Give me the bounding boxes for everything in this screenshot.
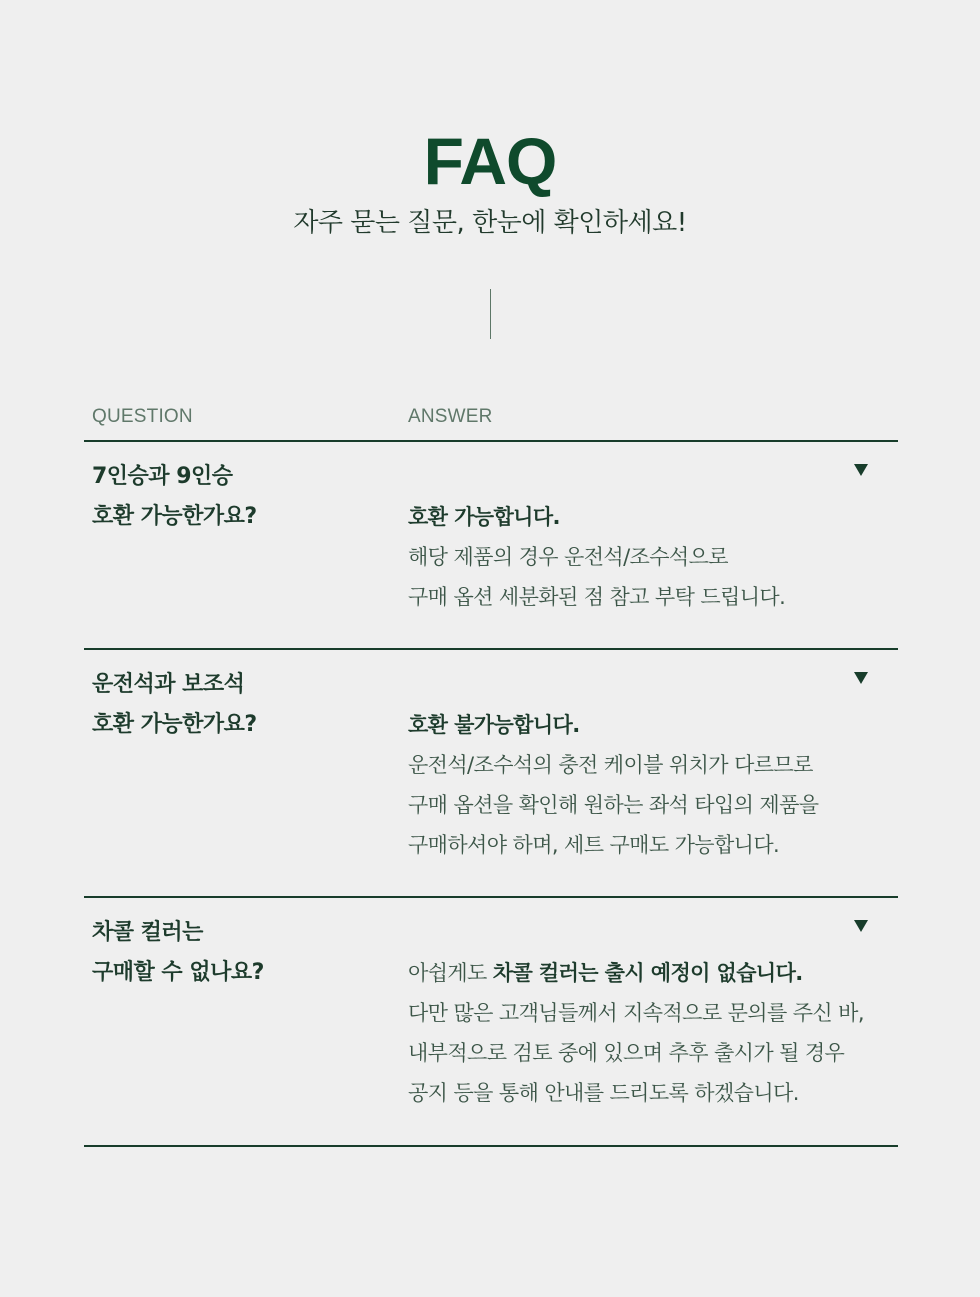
faq-answer <box>408 705 898 865</box>
answer-line: 내부적으로 검토 중에 있으며 추후 출시가 될 경우 <box>408 1041 845 1065</box>
answer-line: 공지 등을 통해 안내를 드리도록 하겠습니다. <box>408 1081 799 1105</box>
faq-header <box>0 124 980 240</box>
faq-question[interactable] <box>92 457 392 537</box>
question-line: 호환 가능한가요? <box>92 504 257 529</box>
faq-question[interactable] <box>92 665 392 745</box>
answer-prefix: 아쉽게도 <box>408 961 493 985</box>
faq-answer <box>408 953 898 1113</box>
page-subtitle: 자주 묻는 질문, 한눈에 확인하세요! <box>293 208 687 238</box>
answer-line: 다만 많은 고객님들께서 지속적으로 문의를 주신 바, <box>408 1001 864 1025</box>
question-line: 7인승과 9인승 <box>92 464 233 489</box>
faq-table-header <box>84 398 898 442</box>
answer-line: 구매 옵션을 확인해 원하는 좌석 타입의 제품을 <box>408 793 819 817</box>
faq-question[interactable] <box>92 913 392 993</box>
question-column-header: QUESTION <box>92 406 193 427</box>
answer-emphasis: 호환 가능합니다. <box>408 505 560 529</box>
divider-line <box>490 289 491 339</box>
question-line: 구매할 수 없나요? <box>92 960 264 985</box>
answer-headline <box>408 953 898 993</box>
page-title: FAQ <box>423 124 557 198</box>
answer-emphasis: 호환 불가능합니다. <box>408 713 580 737</box>
answer-column-header: ANSWER <box>408 406 493 427</box>
question-line: 운전석과 보조석 <box>92 672 245 697</box>
answer-line: 구매하셔야 하며, 세트 구매도 가능합니다. <box>408 833 780 857</box>
caret-down-icon[interactable] <box>854 464 868 476</box>
question-line: 차콜 컬러는 <box>92 920 203 945</box>
question-line: 호환 가능한가요? <box>92 712 257 737</box>
faq-item[interactable] <box>84 650 898 898</box>
answer-emphasis: 차콜 컬러는 출시 예정이 없습니다. <box>492 961 803 985</box>
answer-headline <box>408 497 898 537</box>
faq-table <box>84 398 898 1147</box>
faq-item[interactable] <box>84 898 898 1147</box>
answer-line: 구매 옵션 세분화된 점 참고 부탁 드립니다. <box>408 585 786 609</box>
caret-down-icon[interactable] <box>854 672 868 684</box>
faq-item[interactable] <box>84 442 898 650</box>
caret-down-icon[interactable] <box>854 920 868 932</box>
faq-answer <box>408 497 898 617</box>
answer-line: 해당 제품의 경우 운전석/조수석으로 <box>408 545 728 569</box>
answer-headline <box>408 705 898 745</box>
answer-line: 운전석/조수석의 충전 케이블 위치가 다르므로 <box>408 753 813 777</box>
